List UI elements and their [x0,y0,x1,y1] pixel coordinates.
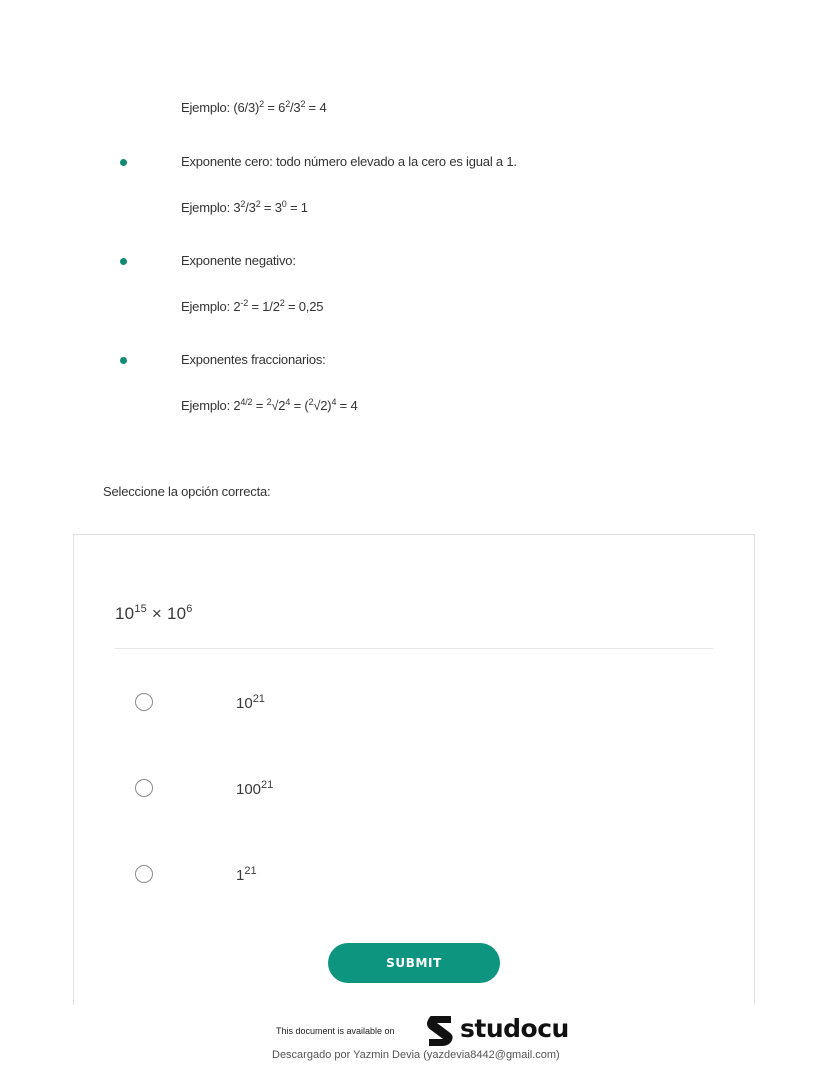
text: = 0,25 [284,299,324,314]
superscript: 0 [281,199,287,209]
text: = 1/2 [248,299,280,314]
text: /3 [245,200,256,215]
superscript: 21 [252,693,265,705]
text: 10 [166,604,187,623]
superscript: -2 [240,298,249,308]
text: = 4 [336,398,358,413]
question-expression [115,604,193,624]
instruction-text: Seleccione la opción correcta: [103,484,271,499]
text: Ejemplo: (6/3) [181,100,260,115]
text: 100 [236,781,262,798]
answer-option-2[interactable] [135,779,695,801]
text: Ejemplo: 2 [181,299,241,314]
superscript: 2 [259,99,264,109]
option-label [236,867,257,884]
text: = 3 [260,200,282,215]
text: = 1 [286,200,308,215]
superscript: 2 [300,99,306,109]
option-label [236,695,265,712]
superscript: 21 [244,865,257,877]
radio-button[interactable] [135,779,153,797]
text: 10 [236,695,253,712]
superscript: 15 [134,603,147,615]
bullet-icon [120,258,127,265]
bullet-icon [120,159,127,166]
submit-button[interactable]: SUBMIT [328,943,500,983]
superscript: 6 [186,603,193,615]
superscript: 2 [266,397,272,407]
text: /3 [290,100,301,115]
studocu-logo-icon [423,1014,457,1048]
text: × [146,604,167,623]
answer-option-1[interactable] [135,693,695,715]
bullet-title-negative-exponent: Exponente negativo: [181,253,296,268]
text: Ejemplo: 3 [181,200,241,215]
superscript: 21 [261,779,274,791]
superscript: 2 [279,298,285,308]
text: 10 [115,604,135,623]
text: √2 [271,398,286,413]
bullet-icon [120,357,127,364]
text: Ejemplo: 2 [181,398,241,413]
studocu-logo-icon [423,1014,457,1048]
example-negative-exponent [181,299,323,314]
available-on-text: This document is available on [276,1026,395,1036]
superscript: 2 [240,199,246,209]
radio-button[interactable] [135,693,153,711]
example-zero-exponent [181,200,308,215]
text: 1 [236,867,245,884]
text: √2) [313,398,332,413]
downloaded-by-text: Descargado por Yazmin Devia (yazdevia8442@gmail.com) [272,1049,560,1061]
superscript: 4 [285,397,291,407]
bullet-title-zero-exponent: Exponente cero: todo número elevado a la cero es igual a 1. [181,154,517,169]
superscript: 4 [331,397,337,407]
option-label [236,781,273,798]
superscript: 2 [308,397,314,407]
studocu-brand-text: studocu [460,1014,569,1043]
question-divider [115,648,713,649]
text: = 4 [305,100,327,115]
example-fractional-exponent [181,398,358,413]
bullet-title-fractional-exponent: Exponentes fraccionarios: [181,352,326,367]
answer-option-3[interactable] [135,865,695,887]
superscript: 4/2 [240,397,253,407]
text: = ( [290,398,309,413]
text: = 6 [263,100,286,115]
example-quotient [181,100,327,115]
radio-button[interactable] [135,865,153,883]
superscript: 2 [255,199,261,209]
text: = [252,398,267,413]
superscript: 2 [285,99,290,109]
